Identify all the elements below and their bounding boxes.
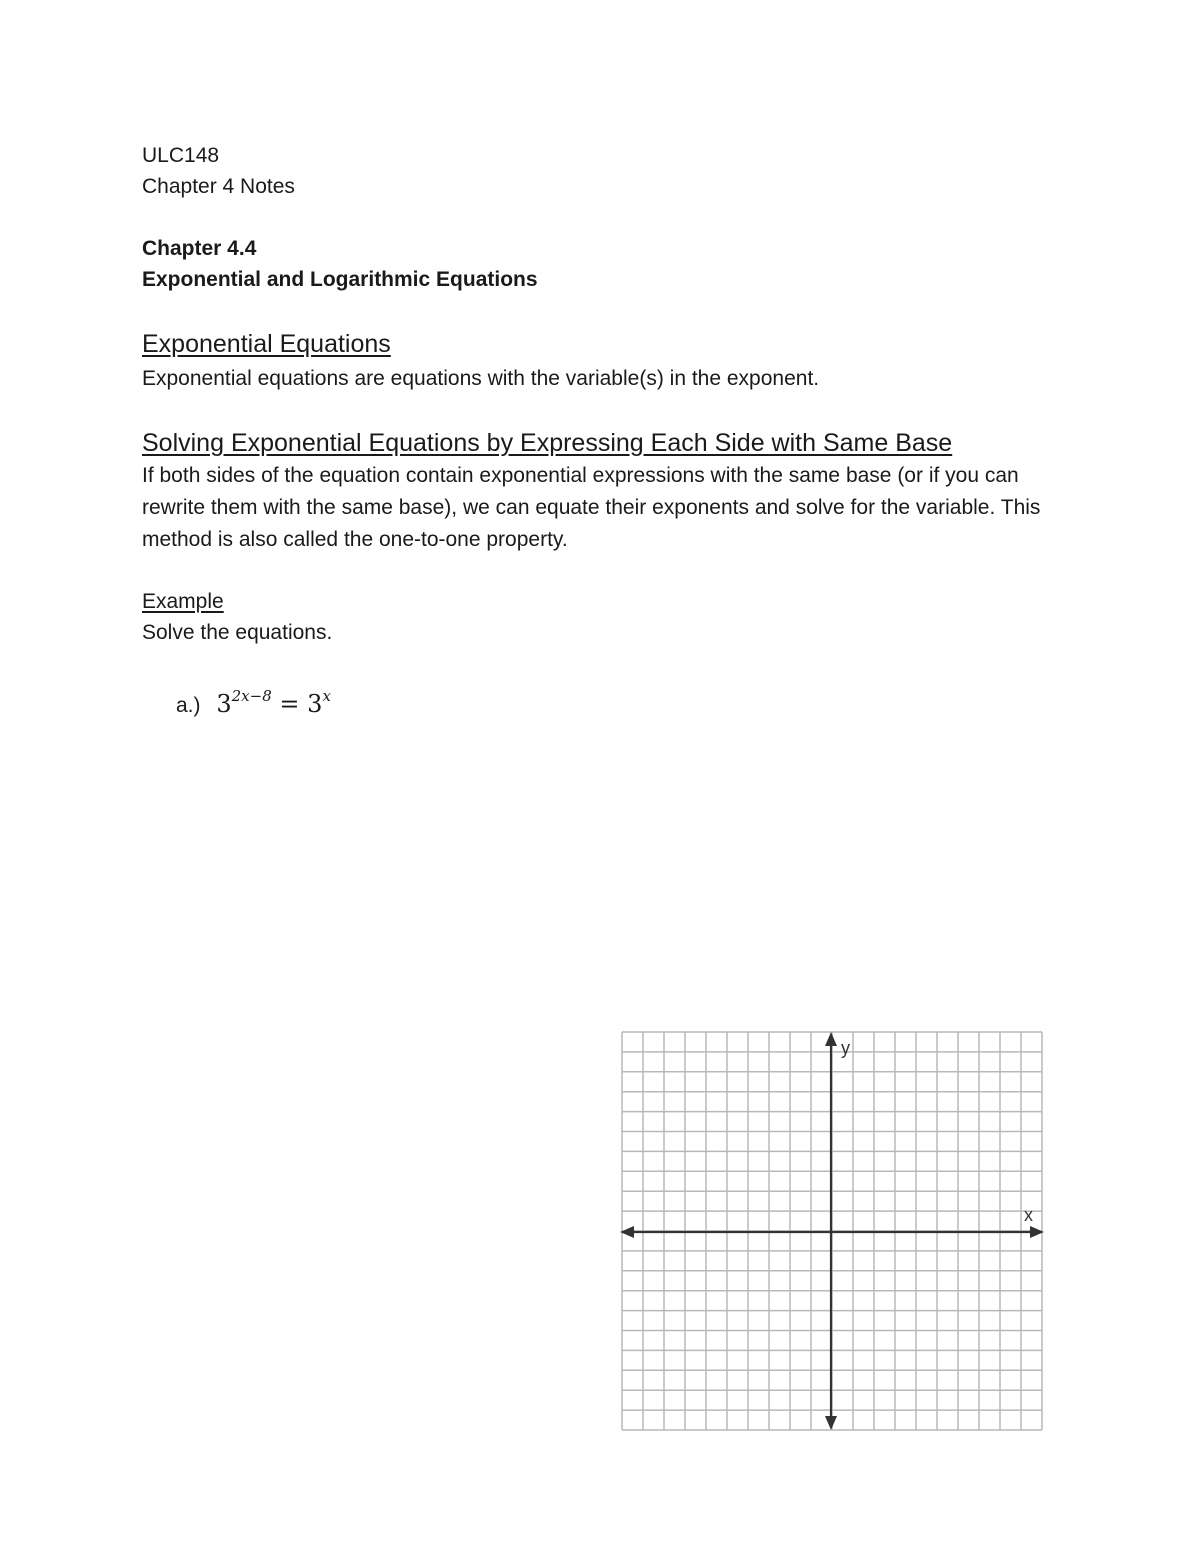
part-a-label: a.) <box>176 694 201 717</box>
chapter-number: Chapter 4.4 <box>142 237 257 260</box>
lhs-base: 3 <box>216 690 232 718</box>
y-axis-up-arrow-icon <box>825 1032 837 1046</box>
coordinate-grid <box>618 1028 1048 1438</box>
chapter-title: Exponential and Logarithmic Equations <box>142 268 538 291</box>
rhs-base: 3 <box>307 690 323 718</box>
example-label: Example <box>142 590 224 613</box>
section-heading-same-base: Solving Exponential Equations by Expressing Each Side with Same Base <box>142 429 953 457</box>
notes-title: Chapter 4 Notes <box>142 175 295 198</box>
section-body-same-base: If both sides of the equation contain exponential expressions with the same base (or if you can rewrite them with the same base), we can equate their exponents and solve for the variable. This method is also called the one-to-one property. <box>142 464 1041 551</box>
section-heading-exponential-equations: Exponential Equations <box>142 330 391 358</box>
example-part-a <box>176 683 331 721</box>
x-axis-label: x <box>1024 1205 1033 1225</box>
y-axis-down-arrow-icon <box>825 1416 837 1430</box>
rhs-exponent: x <box>322 687 331 705</box>
equation <box>216 687 331 718</box>
section-body-exponential-equations: Exponential equations are equations with the variable(s) in the exponent. <box>142 367 820 390</box>
y-axis-label: y <box>841 1038 850 1058</box>
equals-sign: = <box>279 690 300 718</box>
example-instruction: Solve the equations. <box>142 621 333 644</box>
lhs-exponent: 2x−8 <box>231 687 272 705</box>
course-code: ULC148 <box>142 144 220 167</box>
